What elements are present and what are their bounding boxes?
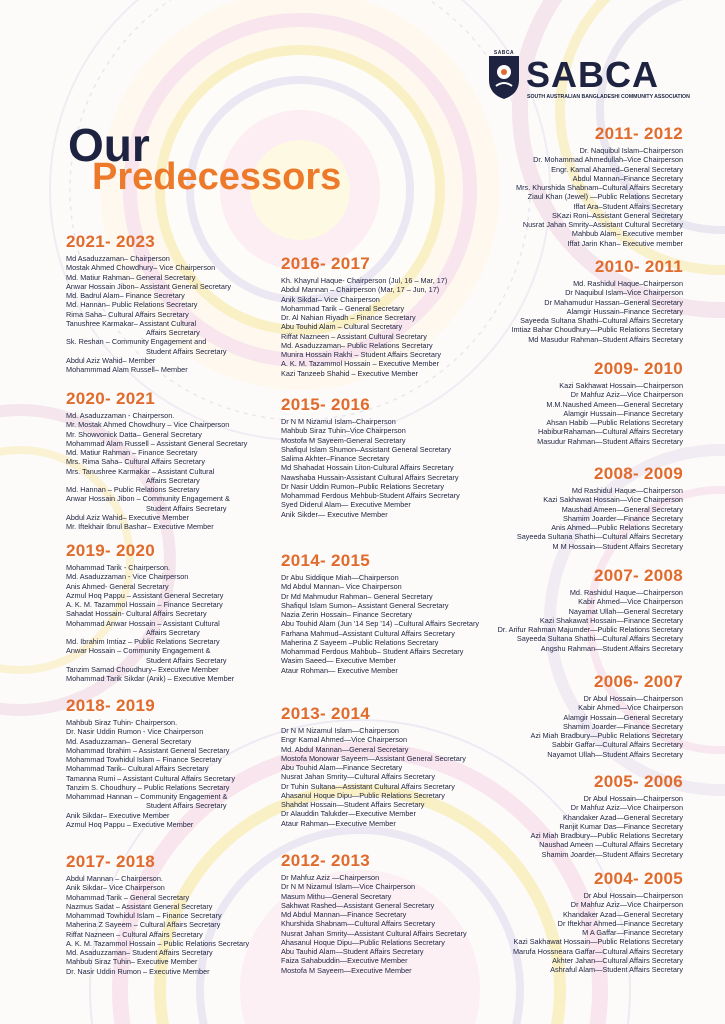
member-line: Md. Asaduzzaman– General Secretary bbox=[66, 736, 192, 746]
member-line: Azmul Hoq Pappu – Executive Member bbox=[66, 819, 194, 829]
member-line: Kazi Sakhawat Hossain—Chairperson bbox=[559, 381, 683, 390]
member-line: Abu Touhid Alam (Jun '14 Sep '14) –Cultural Affairs Secretary bbox=[281, 619, 480, 629]
member-line: Anwar Hossain Jibon – Community Engagement & bbox=[66, 494, 230, 504]
committee-2005-2006 bbox=[531, 772, 684, 859]
member-line: Abdul Aziz Wahid– Member bbox=[66, 355, 156, 365]
committee-2014-2015 bbox=[281, 551, 479, 675]
member-line: Kazi Tanzeeb Shahid – Executive Member bbox=[281, 368, 418, 378]
member-line: Mr. Showvonick Datta– General Secretary bbox=[66, 429, 202, 439]
member-line: Anik Sikdar– Vice Chairperson bbox=[281, 294, 380, 304]
member-line: Dr N M Nizamul Islam—Vice Chairperson bbox=[281, 882, 416, 892]
member-line: Dr Iftekhar Ahmed—Finance Secretary bbox=[557, 918, 683, 928]
member-line: Sayeeda Sultana Shathi–Cultural Affairs Secretary bbox=[520, 316, 683, 325]
member-line: Md. Ibrahim Imtiaz – Public Relations Secretary bbox=[66, 637, 220, 646]
member-line: Dr Abul Hossain—Chairperson bbox=[583, 794, 683, 803]
member-line: Kh. Khayrul Haque- Chairperson (Jul, 16 – Mar, 17) bbox=[281, 276, 448, 285]
member-line: Md. Asaduzzaman - Chairperson. bbox=[66, 411, 175, 420]
member-line: Md Abdul Mannan– Vice Chairperson bbox=[281, 582, 402, 592]
member-line: Sayeeda Sultana Shathi—Cultural Affairs Secretary bbox=[516, 532, 683, 542]
member-line: Dr Mahfuz Aziz—Vice Chairperson bbox=[570, 900, 683, 910]
member-line: Dr. Nasir Uddin Rumon - Vice Chairperson bbox=[66, 727, 204, 737]
committee-year: 2011- 2012 bbox=[594, 124, 683, 143]
committee-year: 2005- 2006 bbox=[593, 772, 683, 791]
logo-subtitle: SOUTH AUSTRALIAN BANGLADESHI COMMUNITY ASSOCIATION bbox=[527, 94, 690, 100]
member-line: Ataur Rahman—Executive Member bbox=[281, 818, 396, 828]
member-line: Shamim Joarder—Student Affairs Secretary bbox=[541, 849, 683, 859]
sabca-logo bbox=[486, 50, 690, 102]
member-line: M.M.Naushed Ameen—General Secretary bbox=[546, 399, 683, 409]
member-line: M A Gaffar—Finance Secretary bbox=[582, 928, 683, 937]
member-line: Tamanna Rumi – Assistant Cultural Affairs Secretary bbox=[66, 773, 235, 783]
member-line: Masum Mithu—General Secretary bbox=[281, 891, 392, 901]
member-line: Mrs. Rima Saha– Cultural Affairs Secretary bbox=[66, 457, 205, 467]
member-line: Riffat Nazneen – Assistant Cultural Secretary bbox=[281, 331, 427, 341]
member-line: Anik Sikdar– Vice Chairperson bbox=[66, 883, 165, 893]
member-line: Wasim Saeed— Executive Member bbox=[281, 656, 396, 666]
member-line: Mostofa Monowar Sayeem—Assistant General Secretary bbox=[281, 753, 466, 763]
member-line: Sabbir Gaffar—Cultural Affairs Secretary bbox=[551, 740, 683, 750]
member-line: Md. Asaduzzaman– Public Relations Secretary bbox=[281, 340, 433, 350]
member-line: Abdul Mannan–Finance Secretary bbox=[572, 173, 683, 183]
committee-year: 2006- 2007 bbox=[593, 672, 683, 691]
member-line: Mohammad Ferdous Mehbub-Student Affairs Secretary bbox=[281, 491, 460, 500]
member-line: Kabir Ahmed—Vice Chairperson bbox=[578, 703, 683, 713]
member-line: Dr Nasir Uddin Rumon–Public Relations Secretary bbox=[281, 481, 445, 491]
member-line: Tanushree Karmakar– Assistant Cultural bbox=[66, 318, 197, 328]
member-line: Md Abdul Mannan—Finance Secretary bbox=[281, 910, 407, 919]
member-line: Mohammad Towhidul Islam – Finance Secretary bbox=[66, 911, 222, 920]
member-line: Mahbub Siraz Tuhin– Executive Member bbox=[66, 957, 198, 967]
committee-2019-2020 bbox=[66, 541, 234, 683]
member-line: Dr. Arifur Rahman Majumder—Public Relations Secretary bbox=[497, 625, 683, 634]
member-line: Nusrat Jahan Smrity—Assistant Cultural Affairs Secretary bbox=[281, 928, 467, 938]
committee-year: 2020- 2021 bbox=[66, 389, 156, 408]
member-line: Kazi Sakhawat Hossain—Public Relations Secretary bbox=[513, 937, 683, 947]
member-line: Abu Touhid Alam – Cultural Secretary bbox=[281, 322, 403, 332]
member-line: Khandaker Azad—General Secretary bbox=[562, 909, 683, 919]
member-line: Akhter Jahan—Cultural Affairs Secretary bbox=[552, 955, 683, 965]
committee-2013-2014 bbox=[281, 704, 466, 828]
member-line: Abdul Mannan – Chairperson. bbox=[66, 874, 163, 883]
committee-2008-2009 bbox=[517, 464, 683, 551]
member-line: Affairs Secretary bbox=[146, 475, 200, 485]
member-line: Dr Abul Hossain—Chairperson bbox=[583, 891, 683, 900]
committee-2004-2005 bbox=[513, 869, 683, 974]
member-line: Dr N M Nizamul Islam—Chairperson bbox=[281, 726, 399, 735]
committee-year: 2009- 2010 bbox=[593, 359, 683, 378]
member-line: Mohammad Ibrahim – Assistant General Secretary bbox=[66, 745, 230, 755]
member-line: Dr Naquibul Islam–Vice Chairperson bbox=[565, 288, 683, 298]
member-line: Shafiqul Islam Shumon–Assistant General Secretary bbox=[281, 444, 451, 454]
committee-2010-2011 bbox=[511, 257, 683, 344]
shield-emblem-icon bbox=[486, 50, 522, 100]
member-line: Md. Matiur Rahman – Finance Secretary bbox=[66, 448, 198, 457]
member-line: Student Affairs Secretary bbox=[146, 801, 227, 811]
member-line: Sakhwat Rashed—Assistant General Secretary bbox=[281, 900, 435, 910]
member-line: M M Hossain—Student Affairs Secretary bbox=[552, 541, 683, 551]
member-line: Syed Diderul Alam— Executive Member bbox=[281, 500, 411, 510]
member-line: Angshu Rahman—Student Affairs Secretary bbox=[540, 643, 683, 653]
member-line: Mohammad Towhidul Islam – Finance Secretary bbox=[66, 755, 222, 764]
member-line: Shahdat Hossain—Student Affairs Secretary bbox=[281, 800, 425, 809]
member-line: Mahbub Alam– Executive member bbox=[571, 229, 683, 239]
member-line: Dr Mahfuz Aziz—Vice Chairperson bbox=[570, 390, 683, 400]
member-line: Mr. Iftekhair Ibnul Bashar– Executive Member bbox=[66, 522, 214, 531]
member-line: Iffat Ara–Student Affairs Secretary bbox=[573, 201, 683, 211]
member-line: Ranjit Kumar Das—Finance Secretary bbox=[559, 821, 683, 831]
member-line: Tanzim Samad Choudhury– Executive Member bbox=[66, 664, 219, 674]
member-line: Azi Miah Bradbury—Public Relations Secretary bbox=[530, 731, 683, 740]
member-line: Maushad Ameen—General Secretary bbox=[561, 504, 683, 514]
committee-year: 2010- 2011 bbox=[594, 257, 683, 276]
member-line: Mohammad Tarik – General Secretary bbox=[281, 303, 405, 313]
member-line: Md. Hannan – Public Relations Secretary bbox=[66, 485, 200, 494]
member-line: Nazia Zerin Hossain– Finance Secretary bbox=[281, 610, 412, 619]
member-line: Shafiqul Islam Sumon– Assistant General Secretary bbox=[281, 600, 449, 610]
member-line: Dr. Naquibul Islam–Chairperson bbox=[579, 146, 683, 155]
member-line: Student Affairs Secretary bbox=[146, 503, 227, 513]
page-title-line1: Our bbox=[68, 119, 150, 171]
member-line: A. K. M. Tazammol Hossain – Finance Secretary bbox=[66, 600, 223, 609]
page-title-line2: Predecessors bbox=[92, 156, 342, 198]
committee-2012-2013 bbox=[281, 851, 467, 975]
member-line: Mrs. Khurshida Shabnam–Cultural Affairs Secretary bbox=[516, 183, 683, 192]
member-line: Mohammad Tarik– Cultural Affairs Secretary bbox=[66, 764, 209, 774]
committee-year: 2018- 2019 bbox=[66, 696, 156, 715]
member-line: Dr. Al Nahian Riyadh – Finance Secretary bbox=[281, 313, 416, 322]
member-line: Kazi Shakawat Hossain—Finance Secretary bbox=[539, 615, 683, 625]
member-line: Sk. Reshan – Community Engagement and bbox=[66, 337, 207, 347]
member-line: Dr. Mohammad Ahmedullah–Vice Chairperson bbox=[533, 155, 683, 165]
member-line: Dr Md Mahmudur Rahman– General Secretary bbox=[281, 591, 433, 601]
member-line: SKazi Roni–Assistant General Secretary bbox=[552, 210, 683, 220]
member-line: A. K. M. Tazammol Hossain – Executive Member bbox=[281, 359, 440, 369]
member-line: Farhana Mahmud–Assistant Cultural Affairs Secretary bbox=[281, 628, 455, 638]
member-line: Dr Abu Siddique Miah—Chairperson bbox=[281, 573, 399, 582]
member-line: Salima Akhter–Finance Secretary bbox=[281, 454, 390, 463]
member-line: Alamgir Hussain–Finance Secretary bbox=[566, 306, 683, 316]
member-line: Md. Abdul Mannan—General Secretary bbox=[281, 744, 409, 754]
member-line: Dr Mahfuz Aziz—Vice Chairperson bbox=[570, 803, 683, 813]
committee-2018-2019 bbox=[66, 696, 235, 829]
member-line: Nayamat Ullah—General Secretary bbox=[568, 606, 683, 616]
committee-2007-2008 bbox=[498, 566, 683, 653]
member-line: Nawshaba Hussain-Assistant Cultural Affairs Secretary bbox=[281, 472, 459, 482]
committee-2009-2010 bbox=[537, 359, 683, 446]
member-line: Md Shahadat Hossain Liton-Cultural Affairs Secretary bbox=[281, 463, 454, 473]
member-line: Khurshida Shabnam—Cultural Affairs Secretary bbox=[281, 919, 435, 929]
committee-2015-2016 bbox=[281, 395, 460, 519]
member-line: A. K. M. Tazammol Hossain – Public Relations Secretary bbox=[66, 938, 250, 948]
member-line: Nazmus Sadat – Assistant General Secretary bbox=[66, 901, 213, 911]
committee-year: 2007- 2008 bbox=[593, 566, 683, 585]
member-line: Engr. Kamal Ahamed–General Secretary bbox=[551, 164, 683, 174]
member-line: Shamim Joarder—Finance Secretary bbox=[562, 721, 683, 731]
member-line: Mostak Ahmed Chowdhury– Vice Chairperson bbox=[66, 263, 216, 273]
member-line: Dr Tuhin Sultana—Assistant Cultural Affairs Secretary bbox=[281, 781, 455, 791]
committee-year: 2013- 2014 bbox=[281, 704, 371, 723]
member-line: Mohammad Tarik - Chairperson. bbox=[66, 563, 171, 572]
member-line: Mohammad Hannan – Community Engagement & bbox=[66, 792, 228, 801]
committee-2017-2018 bbox=[66, 852, 249, 976]
member-line: Affairs Secretary bbox=[146, 328, 200, 337]
member-line: Nusrat Jahan Smrity–Assistant Cultural Secretary bbox=[522, 220, 683, 229]
member-line: Md. Hannan– Public Relations Secretary bbox=[66, 300, 198, 310]
member-line: Md. Asaduzzaman - Vice Chairperson bbox=[66, 572, 189, 582]
committee-2006-2007 bbox=[531, 672, 684, 759]
member-line: Dr Mahfuz Aziz —Chairperson bbox=[281, 873, 380, 882]
member-line: Abu Touhid Alam—Finance Secretary bbox=[281, 763, 403, 772]
logo-abbreviation: SABCA bbox=[493, 50, 515, 56]
member-line: Khandaker Azad—General Secretary bbox=[562, 812, 683, 822]
member-line: Azi Miah Bradbury—Public Relations Secretary bbox=[530, 831, 683, 840]
member-line: Dr. Nasir Uddin Rumon – Executive Member bbox=[66, 966, 210, 976]
member-line: Shamim Joarder—Finance Secretary bbox=[562, 513, 683, 523]
member-line: Affairs Secretary bbox=[146, 627, 200, 637]
member-line: Abdul Mannan – Chairperson (Mar, 17 – Jun, 17) bbox=[281, 285, 440, 295]
member-line: Mohammad Tarik Sikdar (Anik) – Executive Member bbox=[66, 674, 235, 683]
member-line: Munira Hossain Rakhi – Student Affairs Secretary bbox=[281, 350, 442, 359]
committee-year: 2015- 2016 bbox=[281, 395, 371, 414]
committee-year: 2019- 2020 bbox=[66, 541, 156, 560]
member-line: Kazi Sakhawat Hossain—Vice Chairperson bbox=[543, 495, 683, 505]
member-line: Dr Mahamudur Hassan–General Secretary bbox=[544, 297, 683, 307]
member-line: Student Affairs Secretary bbox=[146, 655, 227, 665]
member-line: Md. Badrul Alam– Finance Secretary bbox=[66, 291, 185, 300]
member-line: Ahsan Habib —Public Relations Secretary bbox=[546, 418, 683, 427]
member-line: Mohammad Anwar Hossain – Assistant Cultural bbox=[66, 618, 220, 628]
member-line: Student Affairs Secretary bbox=[146, 346, 227, 356]
committee-2021-2023 bbox=[66, 232, 231, 374]
member-line: HabiburRahaman—Cultural Affairs Secretary bbox=[537, 427, 683, 437]
member-line: Md Rashidul Haque—Chairperson bbox=[571, 486, 683, 495]
member-line: Sahadat Hossain- Cultural Affairs Secretary bbox=[66, 609, 207, 619]
member-line: Md Asaduzzaman– Chairperson bbox=[66, 254, 170, 263]
member-line: Mahbub Siraz Tuhin- Chairperson. bbox=[66, 718, 178, 727]
member-line: Rima Saha– Cultural Affairs Secretary bbox=[66, 309, 189, 319]
committee-year: 2021- 2023 bbox=[66, 232, 156, 251]
member-line: Mrs. Tanushree Karmakar – Assistant Cultural bbox=[66, 466, 215, 476]
member-line: Dr Abul Hossain—Chairperson bbox=[583, 694, 683, 703]
member-line: Md. Rashidul Haque—Chairperson bbox=[569, 588, 683, 597]
committee-2020-2021 bbox=[66, 389, 247, 531]
committee-year: 2012- 2013 bbox=[281, 851, 371, 870]
member-line: Md. Asaduzzaman– Student Affairs Secretary bbox=[66, 948, 213, 957]
member-line: Anis Ahmed- General Secretary bbox=[66, 581, 169, 591]
member-line: Mahbub Siraz Tuhin–Vice Chairperson bbox=[281, 426, 406, 436]
committee-2011-2012 bbox=[516, 124, 683, 248]
member-line: Mohammad Ferdous Mahbub– Student Affairs Secretary bbox=[281, 647, 464, 656]
member-line: Alamgir Hussain—Finance Secretary bbox=[563, 408, 683, 418]
member-line: Masudur Rahman—Student Affairs Secretary bbox=[537, 436, 683, 446]
member-line: Ziaul Khan (Jewel) —Public Relations Secretary bbox=[527, 192, 683, 202]
member-line: Naushad Ameen —Cultural Affairs Secretary bbox=[539, 840, 683, 850]
member-line: Md Masudur Rahman–Student Affairs Secretary bbox=[528, 334, 683, 344]
member-line: Nusrat Jahan Smrity—Cultural Affairs Secretary bbox=[281, 772, 435, 782]
committee-year: 2016- 2017 bbox=[281, 254, 371, 273]
member-line: Nayamot Ullah—Student Affairs Secretary bbox=[547, 749, 683, 759]
member-line: Md. Rashidul Haque–Chairperson bbox=[573, 279, 683, 288]
committee-year: 2014- 2015 bbox=[281, 551, 371, 570]
member-line: Alamgir Hossain—General Secretary bbox=[563, 712, 683, 722]
member-line: Iffat Jarin Khan– Executive member bbox=[567, 238, 683, 248]
member-line: Maherina Z Sayeem – Cultural Affairs Secretary bbox=[66, 920, 221, 930]
member-line: Mostofa M Sayeem-General Secretary bbox=[281, 435, 406, 445]
committee-2016-2017 bbox=[281, 254, 447, 378]
member-line: Ataur Rohman— Executive Member bbox=[281, 665, 398, 675]
member-line: Anis Ahmed—Public Relations Secretary bbox=[551, 523, 683, 532]
member-line: Ahasanul Hoque Dipu—Public Relations Secretary bbox=[281, 790, 445, 800]
member-line: Mostofa M Sayeem—Executive Member bbox=[281, 965, 412, 975]
member-line: Azmul Hoq Pappu – Assistant General Secretary bbox=[66, 590, 224, 600]
member-line: Tanzim S. Choudhury – Public Relations Secretary bbox=[66, 782, 230, 792]
member-line: Dr N M Nizamul Islam–Chairperson bbox=[281, 417, 396, 426]
member-line: Mohammad Alam Russell – Assistant General Secretary bbox=[66, 438, 248, 448]
member-line: Sayeeda Sultana Shathi—Cultural Affairs Secretary bbox=[516, 634, 683, 644]
member-line: Md. Matiur Rahman– General Secretary bbox=[66, 272, 196, 282]
member-line: Anik Sikder— Executive Member bbox=[281, 509, 388, 519]
member-line: Dr Alauddin Talukder—Executive Member bbox=[281, 809, 416, 819]
member-line: Abu Tauhid Alam—Student Affairs Secretary bbox=[281, 947, 424, 956]
member-line: Kabir Ahmed—Vice Chairperson bbox=[578, 597, 683, 607]
member-line: Maherina Z Sayeem –Public Relations Secretary bbox=[281, 637, 439, 647]
member-line: Mr. Mostak Ahmed Chowdhury – Vice Chairperson bbox=[66, 420, 230, 430]
logo-name: SABCA bbox=[526, 54, 660, 95]
member-line: Mohammad Tarik – General Secretary bbox=[66, 892, 190, 902]
member-line: Mohammmad Alam Russell– Member bbox=[66, 365, 188, 374]
member-line: Riffat Nazneen – Cultural Affairs Secretary bbox=[66, 929, 203, 939]
member-line: Marufa Hossneara Gaffar—Cultural Affairs Secretary bbox=[512, 946, 683, 956]
member-line: Anwar Hossain – Community Engagement & bbox=[66, 646, 211, 656]
member-line: Abdul Aziz Wahid– Executive Member bbox=[66, 512, 190, 522]
member-line: Anwar Hossain Jibon– Assistant General Secretary bbox=[66, 281, 232, 291]
member-line: Ashraful Alam—Student Affairs Secretary bbox=[550, 965, 683, 974]
member-line: Engr Kamal Ahmed—Vice Chairperson bbox=[281, 735, 408, 745]
committee-year: 2004- 2005 bbox=[593, 869, 683, 888]
member-line: Ahasanul Hoque Dipu—Public Relations Secretary bbox=[281, 937, 445, 947]
member-line: Faiza Sahabuddin—Executive Member bbox=[281, 956, 408, 966]
committee-year: 2008- 2009 bbox=[593, 464, 683, 483]
committee-year: 2017- 2018 bbox=[66, 852, 156, 871]
member-line: Anik Sikdar– Executive Member bbox=[66, 810, 170, 820]
member-line: Imtiaz Bahar Choudhury—Public Relations Secretary bbox=[511, 325, 683, 335]
